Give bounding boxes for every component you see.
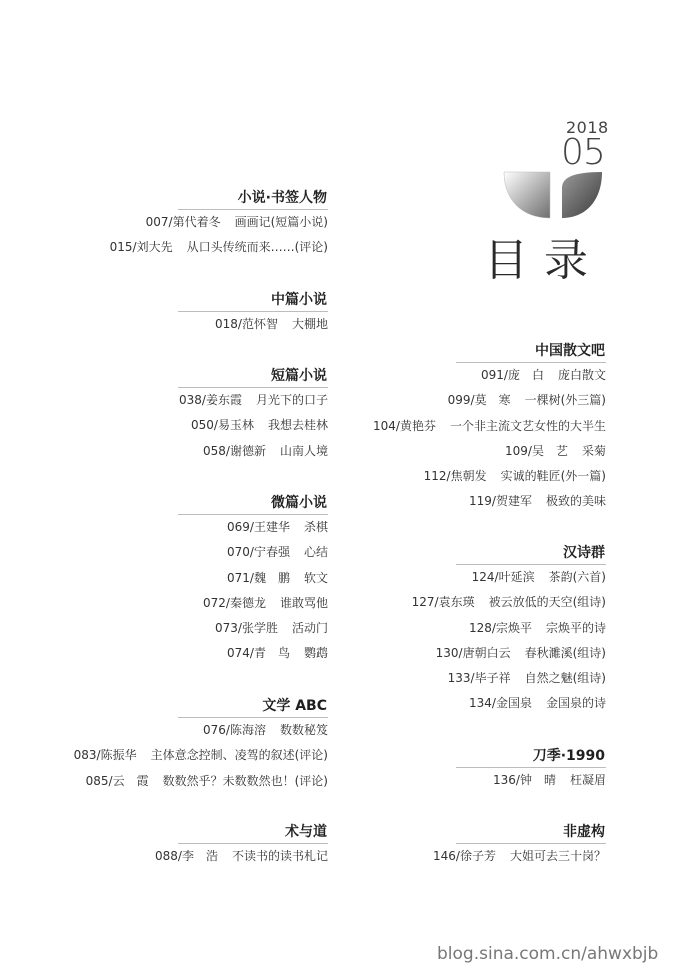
toc-entry[interactable]: 109/吴 艺 采菊	[505, 443, 606, 458]
toc-entry[interactable]: 128/宗焕平 宗焕平的诗	[469, 620, 606, 635]
section-novella	[28, 289, 328, 337]
toc-entry[interactable]: 071/魏 鹏 软文	[227, 570, 328, 585]
toc-entry[interactable]: 069/王建华 杀棋	[227, 520, 328, 534]
toc-entry[interactable]: 072/秦德龙 谁敢骂他	[203, 595, 328, 610]
toc-entry[interactable]: 088/李 浩 不读书的读书札记	[155, 849, 328, 863]
toc-entry[interactable]: 058/谢德新 山南人境	[203, 443, 328, 458]
section-nonfiction	[306, 821, 606, 869]
section-title: 短篇小说	[178, 365, 328, 388]
toc-entry[interactable]: 076/陈海溶 数数秘笈	[203, 723, 328, 737]
section-dao-ji-1990	[306, 745, 606, 793]
section-title: 小说·书签人物	[178, 187, 328, 210]
toc-entry[interactable]: 073/张学胜 活动门	[215, 621, 328, 636]
section-title: 刀季·1990	[456, 745, 606, 768]
section-micro-fiction	[28, 492, 328, 667]
toc-entry[interactable]: 070/宁春强 心结	[227, 545, 328, 560]
toc-entry[interactable]: 091/庞 白 庞白散文	[481, 368, 606, 382]
toc-entry[interactable]: 136/钟 晴 枉凝眉	[493, 773, 606, 787]
toc-entry[interactable]: 015/刘大先 从口头传统而来……(评论)	[109, 240, 328, 255]
toc-entry[interactable]: 018/范怀智 大棚地	[215, 317, 328, 331]
toc-entry[interactable]: 134/金国泉 金国泉的诗	[469, 696, 606, 711]
issue-number: 05	[561, 132, 605, 173]
toc-entry[interactable]: 119/贺建军 极致的美味	[469, 494, 606, 509]
toc-entry[interactable]: 133/毕子祥 自然之魅(组诗)	[447, 671, 606, 686]
petal-logo-icon	[502, 170, 606, 220]
toc-title: 目录	[484, 235, 604, 286]
section-short-story	[28, 365, 328, 464]
toc-entry[interactable]: 104/黄艳芬 一个非主流文艺女性的大半生	[373, 418, 606, 433]
section-title: 中国散文吧	[456, 340, 606, 363]
section-fiction-bookmark	[28, 187, 328, 261]
toc-entry[interactable]: 127/袁东瑛 被云放低的天空(组诗)	[411, 595, 606, 610]
section-title: 汉诗群	[456, 542, 606, 565]
toc-entry[interactable]: 038/姜东霞 月光下的口子	[179, 393, 328, 407]
toc-entry[interactable]: 146/徐子芳 大姐可去三十岗？	[433, 849, 606, 863]
section-title: 微篇小说	[178, 492, 328, 515]
section-title: 非虚构	[456, 821, 606, 844]
toc-entry[interactable]: 050/易玉林 我想去桂林	[191, 418, 328, 433]
toc-entry[interactable]: 085/云 霞 数数然乎？未数数然也！(评论)	[85, 773, 328, 788]
section-title: 文学 ABC	[178, 695, 328, 718]
watermark: blog.sina.com.cn/ahwxbjb	[437, 944, 659, 964]
section-literature-abc	[28, 695, 328, 794]
section-han-poetry	[306, 542, 606, 717]
toc-entry[interactable]: 083/陈振华 主体意念控制、凌驾的叙述(评论)	[73, 748, 328, 763]
section-chinese-prose	[306, 340, 606, 515]
section-title: 术与道	[178, 821, 328, 844]
issue-year: 2018	[566, 118, 609, 137]
section-title: 中篇小说	[178, 289, 328, 312]
toc-entry[interactable]: 099/莫 寒 一棵树(外三篇)	[447, 393, 606, 408]
toc-entry[interactable]: 124/叶延滨 茶韵(六首)	[471, 570, 606, 584]
toc-entry[interactable]: 130/唐朝白云 春秋濉溪(组诗)	[435, 645, 606, 660]
toc-entry[interactable]: 074/青 鸟 鹦鹉	[227, 646, 328, 661]
section-craft-and-dao	[28, 821, 328, 869]
toc-entry[interactable]: 112/焦朝发 实诚的鞋匠(外一篇)	[423, 469, 606, 484]
toc-entry[interactable]: 007/第代着冬 画画记(短篇小说)	[145, 215, 328, 229]
